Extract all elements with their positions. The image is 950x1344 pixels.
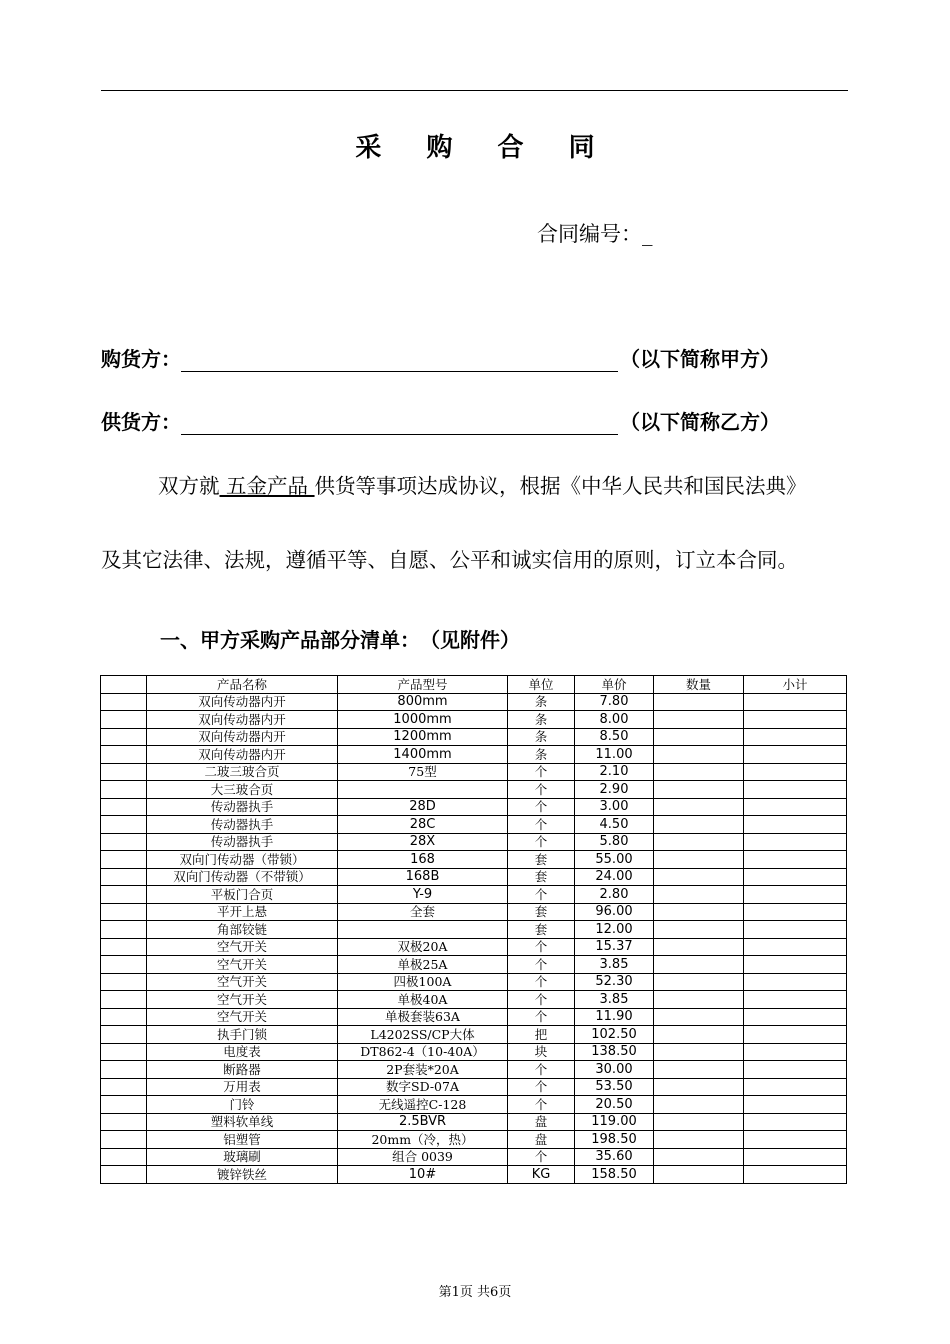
subtotal-cell[interactable]: [744, 781, 847, 799]
product-model-cell: 168B: [338, 868, 508, 886]
product-name-cell: 电度表: [147, 1043, 338, 1061]
product-name-cell: 大三玻合页: [147, 781, 338, 799]
section-heading: 一、甲方采购产品部分清单： （见附件）: [160, 628, 520, 652]
buyer-label: 购货方：: [101, 347, 181, 371]
unit-cell: KG: [508, 1166, 575, 1184]
buyer-line: [101, 343, 780, 372]
row-index-cell: [101, 728, 147, 746]
price-cell: 2.10: [575, 763, 654, 781]
agreement-rest: 供货等事项达成协议，根据《中华人民共和国民法典》: [314, 474, 807, 498]
row-index-cell: [101, 903, 147, 921]
subtotal-cell[interactable]: [744, 1166, 847, 1184]
price-cell: 158.50: [575, 1166, 654, 1184]
table-row: [101, 1148, 847, 1166]
table-row: [101, 781, 847, 799]
row-index-cell: [101, 1008, 147, 1026]
subtotal-cell[interactable]: [744, 728, 847, 746]
subtotal-cell[interactable]: [744, 973, 847, 991]
subtotal-cell[interactable]: [744, 833, 847, 851]
product-model-cell: 单极25A: [338, 956, 508, 974]
product-name-cell: 角部铰链: [147, 921, 338, 939]
product-table: [100, 675, 847, 1184]
unit-cell: 套: [508, 921, 575, 939]
product-model-cell: 组合 0039: [338, 1148, 508, 1166]
price-cell: 2.90: [575, 781, 654, 799]
row-index-cell: [101, 1113, 147, 1131]
quantity-cell[interactable]: [654, 798, 744, 816]
quantity-cell[interactable]: [654, 1131, 744, 1149]
product-name-cell: 双向门传动器（不带锁）: [147, 868, 338, 886]
price-cell: 2.80: [575, 886, 654, 904]
product-name-cell: 万用表: [147, 1078, 338, 1096]
quantity-cell[interactable]: [654, 1026, 744, 1044]
product-model-cell: 800mm: [338, 693, 508, 711]
product-name-cell: 断路器: [147, 1061, 338, 1079]
subtotal-cell[interactable]: [744, 746, 847, 764]
subtotal-cell[interactable]: [744, 921, 847, 939]
subtotal-cell[interactable]: [744, 711, 847, 729]
supplier-suffix: （以下简称乙方）: [620, 410, 780, 434]
header-cell: 小计: [744, 676, 847, 694]
unit-cell: 个: [508, 798, 575, 816]
agreement-product: 五金产品: [219, 474, 315, 498]
product-model-cell: 双极20A: [338, 938, 508, 956]
row-index-cell: [101, 991, 147, 1009]
price-cell: 15.37: [575, 938, 654, 956]
row-index-cell: [101, 711, 147, 729]
agreement-prefix: 双方就: [158, 474, 220, 498]
subtotal-cell[interactable]: [744, 886, 847, 904]
table-row: [101, 711, 847, 729]
table-row: [101, 1026, 847, 1044]
quantity-cell[interactable]: [654, 1148, 744, 1166]
subtotal-cell[interactable]: [744, 956, 847, 974]
product-model-cell: L4202SS/CP大体: [338, 1026, 508, 1044]
product-model-cell: 28D: [338, 798, 508, 816]
price-cell: 5.80: [575, 833, 654, 851]
product-name-cell: 塑料软单线: [147, 1113, 338, 1131]
row-index-cell: [101, 693, 147, 711]
product-model-cell: 10#: [338, 1166, 508, 1184]
product-model-cell: [338, 921, 508, 939]
unit-cell: 个: [508, 1078, 575, 1096]
product-model-cell: Y-9: [338, 886, 508, 904]
price-cell: 138.50: [575, 1043, 654, 1061]
row-index-cell: [101, 938, 147, 956]
table-row: [101, 1166, 847, 1184]
subtotal-cell[interactable]: [744, 763, 847, 781]
price-cell: 7.80: [575, 693, 654, 711]
price-cell: 3.85: [575, 956, 654, 974]
product-model-cell: 无线遥控C-128: [338, 1096, 508, 1114]
unit-cell: 个: [508, 1148, 575, 1166]
row-index-cell: [101, 886, 147, 904]
row-index-cell: [101, 921, 147, 939]
table-row: [101, 833, 847, 851]
row-index-cell: [101, 1078, 147, 1096]
unit-cell: 把: [508, 1026, 575, 1044]
price-cell: 12.00: [575, 921, 654, 939]
subtotal-cell[interactable]: [744, 1026, 847, 1044]
product-model-cell: DT862-4（10-40A）: [338, 1043, 508, 1061]
product-name-cell: 执手门锁: [147, 1026, 338, 1044]
row-index-cell: [101, 763, 147, 781]
subtotal-cell[interactable]: [744, 1043, 847, 1061]
table-row: [101, 746, 847, 764]
header-rule: [101, 90, 848, 91]
quantity-cell[interactable]: [654, 991, 744, 1009]
product-model-cell: 75型: [338, 763, 508, 781]
product-model-cell: 1200mm: [338, 728, 508, 746]
row-index-cell: [101, 851, 147, 869]
quantity-cell[interactable]: [654, 921, 744, 939]
table-row: [101, 921, 847, 939]
quantity-cell[interactable]: [654, 886, 744, 904]
row-index-cell: [101, 798, 147, 816]
price-cell: 96.00: [575, 903, 654, 921]
row-index-cell: [101, 956, 147, 974]
header-cell: 单价: [575, 676, 654, 694]
product-name-cell: 二玻三玻合页: [147, 763, 338, 781]
quantity-cell[interactable]: [654, 781, 744, 799]
unit-cell: 套: [508, 851, 575, 869]
product-name-cell: 平开上悬: [147, 903, 338, 921]
row-index-cell: [101, 833, 147, 851]
table-row: [101, 693, 847, 711]
price-cell: 20.50: [575, 1096, 654, 1114]
subtotal-cell[interactable]: [744, 798, 847, 816]
price-cell: 11.90: [575, 1008, 654, 1026]
supplier-label: 供货方：: [101, 410, 181, 434]
table-row: [101, 991, 847, 1009]
quantity-cell[interactable]: [654, 868, 744, 886]
price-cell: 8.50: [575, 728, 654, 746]
document-title: 采 购 合 同: [355, 133, 613, 163]
subtotal-cell[interactable]: [744, 1113, 847, 1131]
unit-cell: 块: [508, 1043, 575, 1061]
product-name-cell: 空气开关: [147, 956, 338, 974]
table-row: [101, 851, 847, 869]
table-row: [101, 728, 847, 746]
table-row: [101, 1078, 847, 1096]
product-name-cell: 空气开关: [147, 991, 338, 1009]
table-row: [101, 1131, 847, 1149]
product-model-cell: 28C: [338, 816, 508, 834]
product-name-cell: 空气开关: [147, 1008, 338, 1026]
quantity-cell[interactable]: [654, 1008, 744, 1026]
row-index-cell: [101, 1043, 147, 1061]
table-row: [101, 1008, 847, 1026]
table-row: [101, 886, 847, 904]
subtotal-cell[interactable]: [744, 816, 847, 834]
quantity-cell[interactable]: [654, 693, 744, 711]
row-index-cell: [101, 1148, 147, 1166]
product-name-cell: 玻璃刷: [147, 1148, 338, 1166]
unit-cell: 个: [508, 1008, 575, 1026]
price-cell: 3.00: [575, 798, 654, 816]
product-model-cell: 28X: [338, 833, 508, 851]
row-index-cell: [101, 1096, 147, 1114]
unit-cell: 条: [508, 711, 575, 729]
product-model-cell: 2P套装*20A: [338, 1061, 508, 1079]
unit-cell: 个: [508, 886, 575, 904]
table-row: [101, 956, 847, 974]
header-cell: 产品名称: [147, 676, 338, 694]
product-name-cell: 空气开关: [147, 973, 338, 991]
subtotal-cell[interactable]: [744, 1096, 847, 1114]
row-index-cell: [101, 1166, 147, 1184]
table-row: [101, 973, 847, 991]
header-cell: 产品型号: [338, 676, 508, 694]
quantity-cell[interactable]: [654, 973, 744, 991]
price-cell: 11.00: [575, 746, 654, 764]
quantity-cell[interactable]: [654, 956, 744, 974]
unit-cell: 个: [508, 781, 575, 799]
quantity-cell[interactable]: [654, 1078, 744, 1096]
quantity-cell[interactable]: [654, 851, 744, 869]
price-cell: 3.85: [575, 991, 654, 1009]
unit-cell: 个: [508, 956, 575, 974]
unit-cell: 个: [508, 833, 575, 851]
product-name-cell: 门铃: [147, 1096, 338, 1114]
product-name-cell: 空气开关: [147, 938, 338, 956]
product-name-cell: 双向传动器内开: [147, 746, 338, 764]
quantity-cell[interactable]: [654, 728, 744, 746]
table-row: [101, 1113, 847, 1131]
price-cell: 55.00: [575, 851, 654, 869]
price-cell: 198.50: [575, 1131, 654, 1149]
product-name-cell: 双向传动器内开: [147, 693, 338, 711]
subtotal-cell[interactable]: [744, 1008, 847, 1026]
product-model-cell: 1000mm: [338, 711, 508, 729]
subtotal-cell[interactable]: [744, 1148, 847, 1166]
row-index-cell: [101, 868, 147, 886]
agreement-paragraph-line1: [158, 469, 807, 499]
quantity-cell[interactable]: [654, 711, 744, 729]
table-row: [101, 1043, 847, 1061]
product-name-cell: 双向传动器内开: [147, 711, 338, 729]
quantity-cell[interactable]: [654, 746, 744, 764]
product-name-cell: 传动器执手: [147, 798, 338, 816]
unit-cell: 个: [508, 816, 575, 834]
product-name-cell: 平板门合页: [147, 886, 338, 904]
unit-cell: 个: [508, 991, 575, 1009]
price-cell: 30.00: [575, 1061, 654, 1079]
subtotal-cell[interactable]: [744, 991, 847, 1009]
header-cell: 数量: [654, 676, 744, 694]
unit-cell: 套: [508, 903, 575, 921]
table-header-row: [101, 676, 847, 694]
product-name-cell: 镀锌铁丝: [147, 1166, 338, 1184]
subtotal-cell[interactable]: [744, 1061, 847, 1079]
table-row: [101, 938, 847, 956]
quantity-cell[interactable]: [654, 833, 744, 851]
buyer-suffix: （以下简称甲方）: [620, 347, 780, 371]
page-footer: 第1页 共6页: [438, 1285, 512, 1300]
price-cell: 8.00: [575, 711, 654, 729]
table-row: [101, 868, 847, 886]
product-model-cell: 2.5BVR: [338, 1113, 508, 1131]
price-cell: 4.50: [575, 816, 654, 834]
quantity-cell[interactable]: [654, 1061, 744, 1079]
subtotal-cell[interactable]: [744, 1078, 847, 1096]
table-row: [101, 1061, 847, 1079]
quantity-cell[interactable]: [654, 816, 744, 834]
unit-cell: 盘: [508, 1113, 575, 1131]
table-row: [101, 1096, 847, 1114]
price-cell: 119.00: [575, 1113, 654, 1131]
contract-number: 合同编号：_: [537, 222, 653, 246]
row-index-cell: [101, 781, 147, 799]
row-index-cell: [101, 973, 147, 991]
price-cell: 53.50: [575, 1078, 654, 1096]
quantity-cell[interactable]: [654, 938, 744, 956]
row-index-cell: [101, 816, 147, 834]
product-model-cell: 全套: [338, 903, 508, 921]
row-index-cell: [101, 1061, 147, 1079]
product-name-cell: 双向传动器内开: [147, 728, 338, 746]
product-name-cell: 传动器执手: [147, 816, 338, 834]
agreement-paragraph-line2: 及其它法律、法规，遵循平等、自愿、公平和诚实信用的原则，订立本合同。: [101, 548, 798, 572]
price-cell: 35.60: [575, 1148, 654, 1166]
unit-cell: 套: [508, 868, 575, 886]
product-model-cell: 168: [338, 851, 508, 869]
unit-cell: 条: [508, 693, 575, 711]
table-row: [101, 903, 847, 921]
subtotal-cell[interactable]: [744, 938, 847, 956]
product-model-cell: 数字SD-07A: [338, 1078, 508, 1096]
unit-cell: 盘: [508, 1131, 575, 1149]
product-model-cell: 单极套装63A: [338, 1008, 508, 1026]
header-cell: [101, 676, 147, 694]
supplier-line: [101, 406, 780, 435]
unit-cell: 个: [508, 973, 575, 991]
price-cell: 52.30: [575, 973, 654, 991]
quantity-cell[interactable]: [654, 1096, 744, 1114]
price-cell: 102.50: [575, 1026, 654, 1044]
unit-cell: 个: [508, 1096, 575, 1114]
table-row: [101, 798, 847, 816]
row-index-cell: [101, 746, 147, 764]
product-model-cell: 20mm（冷，热）: [338, 1131, 508, 1149]
quantity-cell[interactable]: [654, 1166, 744, 1184]
table-row: [101, 816, 847, 834]
product-model-cell: 单极40A: [338, 991, 508, 1009]
row-index-cell: [101, 1131, 147, 1149]
quantity-cell[interactable]: [654, 763, 744, 781]
subtotal-cell[interactable]: [744, 903, 847, 921]
subtotal-cell[interactable]: [744, 1131, 847, 1149]
product-model-cell: 1400mm: [338, 746, 508, 764]
row-index-cell: [101, 1026, 147, 1044]
product-name-cell: 铝塑管: [147, 1131, 338, 1149]
unit-cell: 条: [508, 746, 575, 764]
unit-cell: 个: [508, 1061, 575, 1079]
unit-cell: 个: [508, 938, 575, 956]
product-model-cell: 四极100A: [338, 973, 508, 991]
quantity-cell[interactable]: [654, 1043, 744, 1061]
buyer-blank[interactable]: [181, 351, 618, 372]
product-model-cell: [338, 781, 508, 799]
price-cell: 24.00: [575, 868, 654, 886]
subtotal-cell[interactable]: [744, 693, 847, 711]
table-row: [101, 763, 847, 781]
product-name-cell: 传动器执手: [147, 833, 338, 851]
supplier-blank[interactable]: [181, 414, 618, 435]
subtotal-cell[interactable]: [744, 868, 847, 886]
unit-cell: 个: [508, 763, 575, 781]
quantity-cell[interactable]: [654, 903, 744, 921]
product-name-cell: 双向门传动器（带锁）: [147, 851, 338, 869]
header-cell: 单位: [508, 676, 575, 694]
unit-cell: 条: [508, 728, 575, 746]
subtotal-cell[interactable]: [744, 851, 847, 869]
quantity-cell[interactable]: [654, 1113, 744, 1131]
